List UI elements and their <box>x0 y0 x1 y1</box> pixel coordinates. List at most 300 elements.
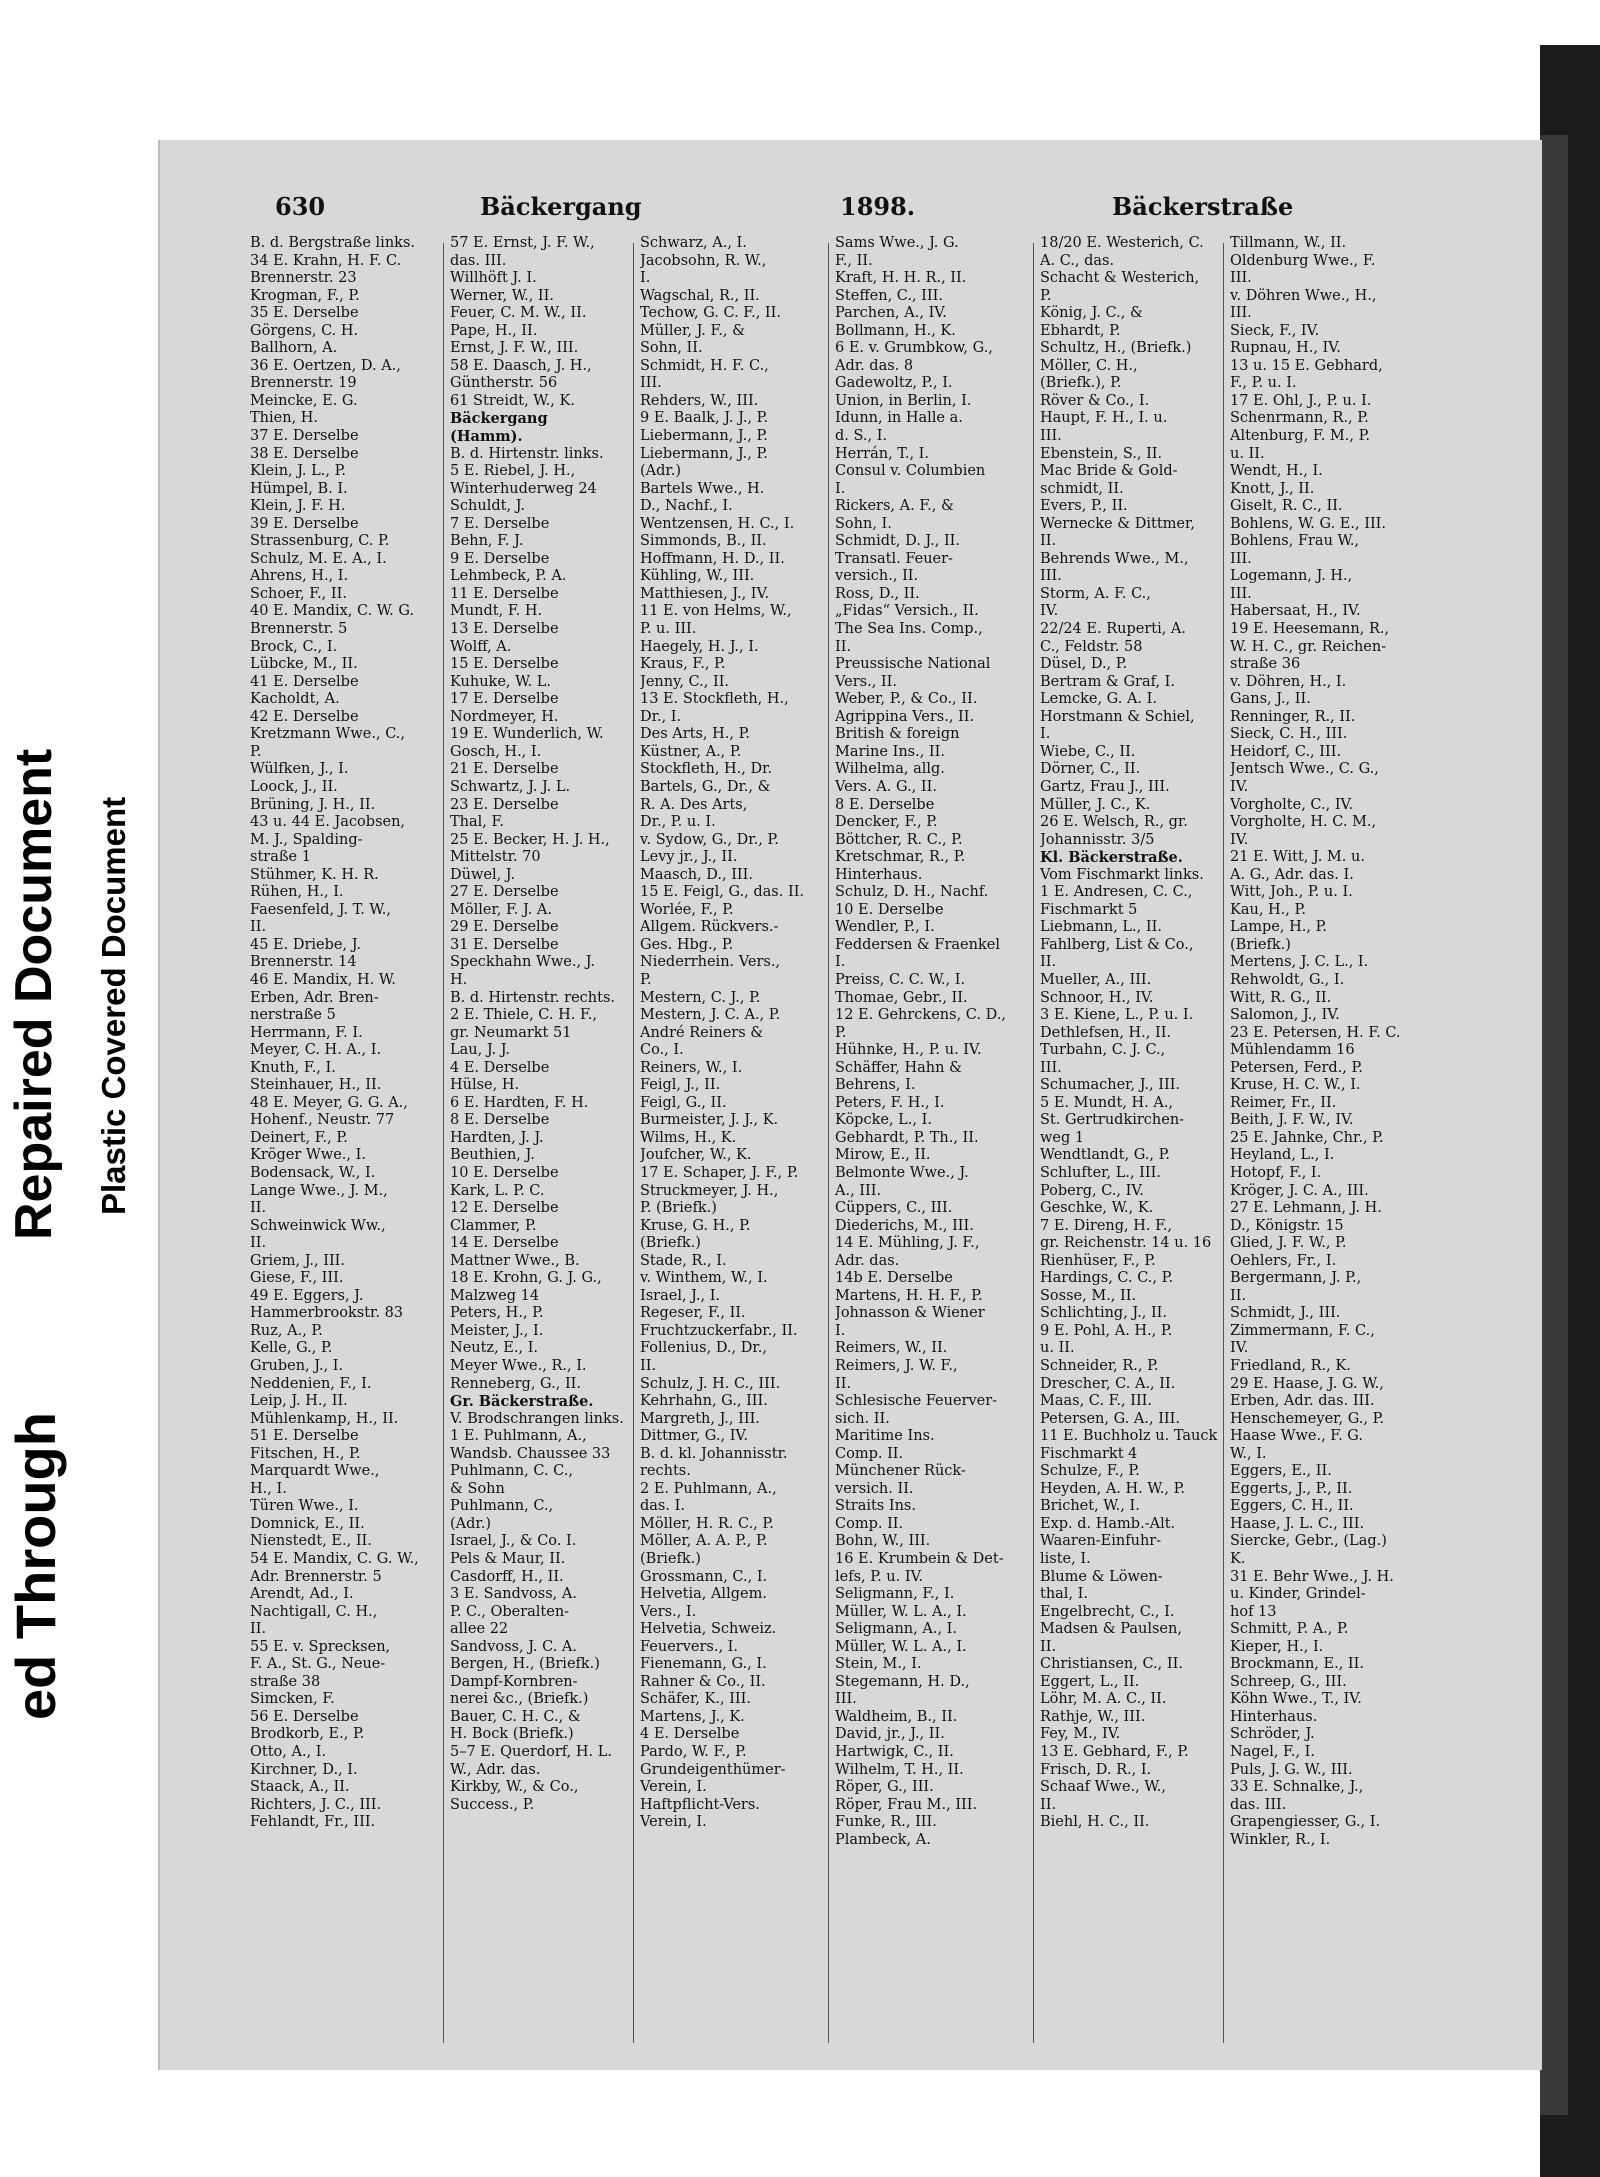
directory-entry: Schultz, H., (Briefk.) <box>1040 340 1192 357</box>
directory-entry: straße 36 <box>1230 656 1301 673</box>
directory-entry: 45 E. Driebe, J. <box>250 936 362 953</box>
directory-entry: A., III. <box>835 1182 882 1199</box>
directory-entry: Vers., I. <box>640 1603 697 1620</box>
directory-entry: 29 E. Haase, J. G. W., <box>1230 1375 1384 1392</box>
directory-entry: Allgem. Rückvers.- <box>640 919 779 936</box>
directory-entry: Agrippina Vers., II. <box>835 708 975 725</box>
directory-entry: IV. <box>1230 778 1249 795</box>
directory-entry: Thal, F. <box>450 814 504 831</box>
directory-entry: Reimers, J. W. F., <box>835 1358 958 1374</box>
directory-entry: Görgens, C. H. <box>250 322 359 339</box>
directory-entry: Bauer, C. H. C., & <box>450 1708 581 1725</box>
directory-entry: Vorgholte, C., IV. <box>1230 796 1354 813</box>
column-divider <box>443 243 444 2043</box>
directory-entry: Heidorf, C., III. <box>1230 743 1342 760</box>
directory-entry: Christiansen, C., II. <box>1040 1656 1183 1673</box>
directory-entry: P. <box>1040 287 1052 304</box>
column-divider <box>1223 243 1224 2043</box>
directory-entry: Vers., II. <box>835 673 897 690</box>
directory-entry: Wiebe, C., II. <box>1040 743 1136 760</box>
directory-entry: Schlesische Feuerver- <box>835 1393 998 1410</box>
directory-entry: Deinert, F., P. <box>250 1129 348 1146</box>
directory-entry: 8 E. Derselbe <box>450 1112 550 1129</box>
directory-entry: Sohn, I. <box>835 515 892 532</box>
column-2 <box>450 235 635 2060</box>
directory-entry: Küstner, A., P. <box>640 743 742 760</box>
directory-entry: II. <box>1040 1638 1057 1655</box>
directory-entry: Kieper, H., I. <box>1230 1638 1324 1655</box>
directory-entry: I. <box>835 1322 846 1339</box>
directory-entry: F., II. <box>835 252 873 269</box>
directory-entry: Ges. Hbg., P. <box>640 936 734 953</box>
directory-entry: Renneberg, G., II. <box>450 1375 582 1392</box>
directory-entry: Parchen, A., IV. <box>835 305 947 322</box>
directory-entry: 51 E. Derselbe <box>250 1428 359 1445</box>
directory-entry: Schulz, M. E. A., I. <box>250 550 387 567</box>
directory-entry: P. <box>835 1024 847 1041</box>
directory-entry: Werner, W., II. <box>450 287 554 304</box>
directory-entry: Lange Wwe., J. M., <box>250 1182 388 1199</box>
directory-entry: Pardo, W. F., P. <box>640 1744 747 1761</box>
directory-entry: Schmitt, P. A., P. <box>1230 1621 1349 1638</box>
directory-entry: 40 E. Mandix, C. W. G. <box>250 603 415 620</box>
directory-entry: Cüppers, C., III. <box>835 1200 953 1217</box>
directory-entry: das. I. <box>640 1498 685 1515</box>
directory-entry: Düwel, J. <box>450 866 516 883</box>
directory-entry: 11 E. Buchholz u. Tauck <box>1040 1428 1218 1445</box>
directory-entry: Exp. d. Hamb.-Alt. <box>1040 1515 1176 1532</box>
directory-entry: 3 E. Sandvoss, A. <box>450 1586 577 1603</box>
directory-entry: Belmonte Wwe., J. <box>835 1164 969 1181</box>
directory-entry: Glied, J. F. W., P. <box>1230 1235 1347 1252</box>
directory-entry: Meyer, C. H. A., I. <box>250 1042 382 1059</box>
directory-entry: (Hamm). <box>450 428 523 446</box>
directory-entry: Gruben, J., I. <box>250 1358 344 1374</box>
directory-entry: Dr., I. <box>640 708 682 725</box>
directory-entry: P. <box>250 743 262 760</box>
directory-entry: Consul v. Columbien <box>835 463 986 480</box>
directory-entry: Weber, P., & Co., II. <box>835 691 978 708</box>
directory-entry: Ross, D., II. <box>835 585 920 602</box>
directory-entry: König, J. C., & <box>1040 305 1143 322</box>
directory-entry: Techow, G. C. F., II. <box>640 305 781 322</box>
directory-entry: Leip, J. H., II. <box>250 1393 348 1410</box>
directory-entry: 4 E. Derselbe <box>450 1059 550 1076</box>
directory-entry: 27 E. Derselbe <box>450 884 559 901</box>
directory-entry: IV. <box>1230 831 1249 848</box>
directory-entry: Klein, J. L., P. <box>250 463 347 480</box>
directory-entry: 38 E. Derselbe <box>250 445 359 462</box>
directory-entry: Mirow, E., II. <box>835 1147 931 1164</box>
directory-entry: III. <box>1230 550 1252 567</box>
directory-entry: Behrens, I. <box>835 1077 916 1094</box>
directory-entry: Schmidt, D. J., II. <box>835 533 961 550</box>
directory-entry: Vers. A. G., II. <box>835 778 937 795</box>
directory-entry: 4 E. Derselbe <box>640 1726 740 1743</box>
directory-entry: 12 E. Gehrckens, C. D., <box>835 1007 1006 1024</box>
directory-entry: III. <box>1230 585 1252 602</box>
directory-entry: Eggert, L., II. <box>1040 1673 1140 1690</box>
directory-entry: Oehlers, Fr., I. <box>1230 1252 1337 1269</box>
directory-entry: III. <box>640 375 662 392</box>
directory-entry: Renninger, R., II. <box>1230 708 1356 725</box>
directory-entry: I. <box>835 954 846 971</box>
directory-entry: Sohn, II. <box>640 340 703 357</box>
directory-entry: Comp. II. <box>835 1515 904 1532</box>
directory-entry: Biehl, H. C., II. <box>1040 1814 1150 1831</box>
directory-entry: 13 E. Derselbe <box>450 621 559 638</box>
directory-entry: Jentsch Wwe., C. G., <box>1230 761 1379 778</box>
directory-entry: 31 E. Behr Wwe., J. H. <box>1230 1568 1394 1585</box>
directory-entry: Neddenien, F., I. <box>250 1375 372 1392</box>
directory-entry: Haftpflicht-Vers. <box>640 1796 760 1813</box>
directory-entry: 56 E. Derselbe <box>250 1708 359 1725</box>
directory-entry: Reimer, Fr., II. <box>1230 1094 1337 1111</box>
directory-entry: thal, I. <box>1040 1586 1089 1603</box>
directory-entry: Liebermann, J., P. <box>640 428 768 445</box>
directory-entry: Casdorff, H., II. <box>450 1568 564 1585</box>
directory-entry: Heyland, L., I. <box>1230 1147 1335 1164</box>
header-year: 1898. <box>840 192 916 221</box>
directory-entry: Kirkby, W., & Co., <box>450 1779 579 1796</box>
directory-entry: Hardten, J. J. <box>450 1129 544 1146</box>
directory-entry: I. <box>1040 726 1051 743</box>
directory-entry: Heyden, A. H. W., P. <box>1040 1480 1186 1497</box>
directory-entry: W., I. <box>1230 1445 1267 1462</box>
directory-entry: Kl. Bäckerstraße. <box>1040 849 1183 867</box>
directory-entry: Schumacher, J., III. <box>1040 1077 1181 1094</box>
directory-entry: Domnick, E., II. <box>250 1515 365 1532</box>
directory-entry: R. A. Des Arts, <box>640 796 748 813</box>
directory-entry: Behn, F. J. <box>450 533 524 550</box>
directory-entry: 11 E. Derselbe <box>450 585 559 602</box>
directory-entry: Maas, C. F., III. <box>1040 1393 1153 1410</box>
directory-entry: 17 E. Derselbe <box>450 691 559 708</box>
directory-entry: Neutz, E., I. <box>450 1340 539 1357</box>
directory-entry: 42 E. Derselbe <box>250 708 359 725</box>
directory-entry: Schwarz, A., I. <box>640 235 747 251</box>
directory-entry: Liebermann, J., P. <box>640 445 768 462</box>
directory-entry: 23 E. Derselbe <box>450 796 559 813</box>
directory-entry: 15 E. Feigl, G., das. II. <box>640 884 805 901</box>
directory-entry: 54 E. Mandix, C. G. W., <box>250 1551 419 1568</box>
directory-entry: Johnasson & Wiener <box>835 1305 985 1322</box>
directory-entry: 1 E. Andresen, C. C., <box>1040 884 1193 901</box>
directory-entry: Bäckergang <box>450 410 548 428</box>
directory-entry: Brodkorb, E., P. <box>250 1726 365 1743</box>
directory-entry: Stade, R., I. <box>640 1252 727 1269</box>
directory-entry: British & foreign <box>835 726 960 743</box>
directory-entry: Giese, F., III. <box>250 1270 344 1287</box>
directory-entry: 19 E. Heesemann, R., <box>1230 621 1390 638</box>
directory-entry: 29 E. Derselbe <box>450 919 559 936</box>
directory-entry: Kau, H., P. <box>1230 901 1306 918</box>
page-number: 630 <box>275 192 326 221</box>
directory-entry: Preussische National <box>835 656 991 673</box>
directory-entry: Fehlandt, Fr., III. <box>250 1814 376 1831</box>
directory-entry: 27 E. Lehmann, J. H. <box>1230 1200 1382 1217</box>
directory-entry: 55 E. v. Sprecksen, <box>250 1638 391 1655</box>
directory-entry: Kraft, H. H. R., II. <box>835 270 967 287</box>
directory-entry: versich. II. <box>835 1480 914 1497</box>
directory-entry: Simcken, F. <box>250 1691 335 1708</box>
directory-entry: Fruchtzuckerfabr., II. <box>640 1322 798 1339</box>
directory-entry: Kretzmann Wwe., C., <box>250 726 406 743</box>
directory-entry: Bergen, H., (Briefk.) <box>450 1656 600 1673</box>
directory-entry: Sandvoss, J. C. A. <box>450 1638 578 1655</box>
directory-entry: Behrends Wwe., M., <box>1040 550 1189 567</box>
directory-entry: Horstmann & Schiel, <box>1040 708 1195 725</box>
directory-entry: liste, I. <box>1040 1551 1091 1568</box>
directory-entry: 2 E. Puhlmann, A., <box>640 1480 777 1497</box>
directory-entry: Pels & Maur, II. <box>450 1551 566 1568</box>
directory-entry: 10 E. Derselbe <box>450 1164 559 1181</box>
directory-entry: Schnoor, H., IV. <box>1040 989 1154 1006</box>
directory-entry: Margreth, J., III. <box>640 1410 760 1427</box>
directory-entry: Hardings, C. C., P. <box>1040 1270 1174 1287</box>
header-title-left: Bäckergang <box>480 192 642 221</box>
scanner-edge-bar <box>1540 45 1600 2177</box>
directory-entry: III. <box>835 1691 857 1708</box>
directory-entry: Schulz, D. H., Nachf. <box>835 884 989 901</box>
directory-entry: Haase Wwe., F. G. <box>1230 1428 1363 1445</box>
directory-entry: Brennerstr. 14 <box>250 954 357 971</box>
directory-entry: Nordmeyer, H. <box>450 708 559 725</box>
directory-entry: Gans, J., II. <box>1230 691 1311 708</box>
directory-entry: Feuer, C. M. W., II. <box>450 305 587 322</box>
directory-entry: Schlufter, L., III. <box>1040 1164 1161 1181</box>
directory-entry: hof 13 <box>1230 1603 1277 1620</box>
directory-entry: Joufcher, W., K. <box>640 1147 752 1164</box>
directory-entry: d. S., I. <box>835 428 888 445</box>
directory-entry: Böttcher, R. C., P. <box>835 831 963 848</box>
directory-entry: Ruz, A., P. <box>250 1322 323 1339</box>
directory-entry: Otto, A., I. <box>250 1744 327 1761</box>
header-title-right: Bäckerstraße <box>1112 192 1294 221</box>
directory-entry: 9 E. Derselbe <box>450 550 550 567</box>
directory-entry: 6 E. Hardten, F. H. <box>450 1094 589 1111</box>
directory-entry: 9 E. Pohl, A. H., P. <box>1040 1322 1173 1339</box>
directory-entry: Hohenf., Neustr. 77 <box>250 1112 395 1129</box>
directory-entry: 25 E. Jahnke, Chr., P. <box>1230 1129 1384 1146</box>
directory-entry: 14 E. Derselbe <box>450 1235 559 1252</box>
directory-entry: Jacobsohn, R. W., <box>640 252 767 269</box>
directory-entry: Zimmermann, F. C., <box>1230 1322 1375 1339</box>
directory-entry: P. u. III. <box>640 621 697 638</box>
directory-entry: Simmonds, B., II. <box>640 533 767 550</box>
directory-entry: Knott, J., II. <box>1230 480 1315 497</box>
directory-entry: Puhlmann, C., <box>450 1498 554 1515</box>
directory-entry: I. <box>835 480 846 497</box>
directory-entry: Mac Bride & Gold- <box>1040 463 1178 480</box>
directory-entry: Gosch, H., I. <box>450 743 542 760</box>
directory-entry: Willhöft J. I. <box>450 270 537 287</box>
directory-entry: Gebhardt, P. Th., II. <box>835 1129 979 1146</box>
directory-entry: Brock, C., I. <box>250 638 338 655</box>
directory-entry: Maritime Ins. <box>835 1428 935 1445</box>
directory-entry: Martens, J., K. <box>640 1708 745 1725</box>
directory-entry: Schulze, F., P. <box>1040 1463 1140 1480</box>
directory-entry: André Reiners & <box>640 1024 764 1041</box>
stamp-partial: ed Through <box>4 1412 67 1720</box>
directory-entry: „Fidas“ Versich., II. <box>835 603 979 620</box>
directory-entry: Knuth, F., I. <box>250 1059 336 1076</box>
directory-entry: 6 E. v. Grumbkow, G., <box>835 340 993 357</box>
directory-entry: Steffen, C., III. <box>835 287 943 304</box>
directory-entry: nerstraße 5 <box>250 1007 336 1024</box>
directory-entry: Friedland, R., K. <box>1230 1358 1351 1374</box>
directory-entry: Eggers, C. H., II. <box>1230 1498 1354 1515</box>
directory-entry: Lemcke, G. A. I. <box>1040 691 1157 708</box>
directory-entry: Feuervers., I. <box>640 1638 739 1655</box>
directory-entry: Salomon, J., IV. <box>1230 1007 1340 1024</box>
directory-entry: Brennerstr. 5 <box>250 621 348 638</box>
directory-entry: (Adr.) <box>450 1515 492 1532</box>
directory-page <box>158 140 1542 2070</box>
stamp-plastic-covered: Plastic Covered Document <box>95 796 132 1215</box>
directory-entry: nerei &c., (Briefk.) <box>450 1691 589 1708</box>
directory-entry: Kelle, G., P. <box>250 1340 333 1357</box>
directory-entry: Straits Ins. <box>835 1498 916 1515</box>
directory-entry: 5 E. Mundt, H. A., <box>1040 1094 1174 1111</box>
directory-entry: Israel, J., & Co. I. <box>450 1533 577 1550</box>
directory-entry: Speckhahn Wwe., J. <box>450 954 595 971</box>
directory-entry: Mertens, J. C. L., I. <box>1230 954 1369 971</box>
directory-entry: Fahlberg, List & Co., <box>1040 936 1194 953</box>
directory-entry: Drescher, C. A., II. <box>1040 1375 1176 1392</box>
directory-entry: Erben, Adr. das. III. <box>1230 1393 1375 1410</box>
directory-entry: Petersen, G. A., III. <box>1040 1410 1180 1427</box>
directory-entry: I. <box>640 270 651 287</box>
directory-entry: Struckmeyer, J. H., <box>640 1182 779 1199</box>
directory-entry: Brichet, W., I. <box>1040 1498 1140 1515</box>
directory-entry: Grundeigenthümer- <box>640 1761 786 1778</box>
directory-entry: Mühlendamm 16 <box>1230 1042 1355 1059</box>
directory-entry: 7 E. Derselbe <box>450 515 550 532</box>
directory-entry: Nachtigall, C. H., <box>250 1603 378 1620</box>
directory-entry: gr. Neumarkt 51 <box>450 1024 572 1041</box>
directory-entry: Türen Wwe., I. <box>250 1498 359 1515</box>
directory-entry: Lübcke, M., II. <box>250 656 358 673</box>
directory-entry: weg 1 <box>1040 1129 1085 1146</box>
directory-entry: versich., II. <box>835 568 919 585</box>
directory-entry: allee 22 <box>450 1621 509 1638</box>
directory-entry: Fischmarkt 4 <box>1040 1445 1138 1462</box>
directory-entry: Mattner Wwe., B. <box>450 1252 580 1269</box>
directory-entry: II. <box>250 919 267 936</box>
directory-entry: Poberg, C., IV. <box>1040 1182 1144 1199</box>
directory-entry: 18/20 E. Westerich, C. <box>1040 235 1204 251</box>
directory-entry: 13 E. Gebhard, F., P. <box>1040 1744 1189 1761</box>
directory-entry: 15 E. Derselbe <box>450 656 559 673</box>
directory-entry: Gadewoltz, P., I. <box>835 375 953 392</box>
directory-entry: III. <box>1040 1059 1062 1076</box>
directory-entry: Success., P. <box>450 1796 535 1813</box>
directory-entry: II. <box>835 638 852 655</box>
directory-entry: 31 E. Derselbe <box>450 936 559 953</box>
directory-entry: Engelbrecht, C., I. <box>1040 1603 1175 1620</box>
directory-entry: Köhn Wwe., T., IV. <box>1230 1691 1362 1708</box>
directory-entry: 58 E. Daasch, J. H., <box>450 357 592 374</box>
directory-entry: 11 E. von Helms, W., <box>640 603 792 620</box>
directory-entry: II. <box>1040 533 1057 550</box>
directory-entry: Möller, A. A. P., P. <box>640 1533 768 1550</box>
directory-entry: Ernst, J. F. W., III. <box>450 340 579 357</box>
directory-entry: 21 E. Derselbe <box>450 761 559 778</box>
directory-entry: Kraus, F., P. <box>640 656 726 673</box>
directory-entry: Burmeister, J. J., K. <box>640 1112 779 1129</box>
directory-entry: (Briefk.) <box>640 1551 701 1568</box>
directory-entry: Herrmann, F. I. <box>250 1024 363 1041</box>
directory-entry: Funke, R., III. <box>835 1814 937 1831</box>
directory-entry: B. d. kl. Johannisstr. <box>640 1445 788 1462</box>
directory-entry: Hümpel, B. I. <box>250 480 348 497</box>
directory-entry: The Sea Ins. Comp., <box>835 621 983 638</box>
directory-entry: P. C., Oberalten- <box>450 1603 570 1620</box>
directory-entry: B. d. Bergstraße links. <box>250 235 415 251</box>
directory-entry: (Adr.) <box>640 463 682 480</box>
directory-entry: 19 E. Wunderlich, W. <box>450 726 604 743</box>
directory-entry: Maasch, D., III. <box>640 866 753 883</box>
directory-entry: Mühlenkamp, H., II. <box>250 1410 399 1427</box>
directory-entry: K. <box>1230 1551 1246 1568</box>
directory-entry: Wentzensen, H. C., I. <box>640 515 795 532</box>
directory-entry: das. III. <box>450 252 507 269</box>
directory-entry: Schacht & Westerich, <box>1040 270 1200 287</box>
directory-entry: Fey, M., IV. <box>1040 1726 1121 1743</box>
directory-entry: David, jr., J., II. <box>835 1726 945 1743</box>
directory-entry: Marquardt Wwe., <box>250 1463 380 1480</box>
directory-entry: H., I. <box>250 1480 287 1497</box>
directory-entry: Frisch, D. R., I. <box>1040 1761 1152 1778</box>
directory-entry: 37 E. Derselbe <box>250 428 359 445</box>
directory-entry: Storm, A. F. C., <box>1040 585 1151 602</box>
directory-entry: 23 E. Petersen, H. F. C. <box>1230 1024 1401 1041</box>
directory-entry: Lehmbeck, P. A. <box>450 568 567 585</box>
directory-entry: Möller, F. J. A. <box>450 901 552 918</box>
directory-entry: Kühling, W., III. <box>640 568 755 585</box>
directory-entry: 21 E. Witt, J. M. u. <box>1230 849 1365 866</box>
directory-entry: 43 u. 44 E. Jacobsen, <box>250 814 406 831</box>
directory-entry: Hartwigk, C., II. <box>835 1744 954 1761</box>
directory-entry: Staack, A., II. <box>250 1779 350 1796</box>
directory-entry: Tillmann, W., II. <box>1230 235 1347 251</box>
directory-entry: Helvetia, Allgem. <box>640 1586 767 1603</box>
directory-entry: Witt, R. G., II. <box>1230 989 1332 1006</box>
directory-entry: Thomae, Gebr., II. <box>835 989 968 1006</box>
directory-entry: Lampe, H., P. <box>1230 919 1328 936</box>
directory-entry: Hoffmann, H. D., II. <box>640 550 785 567</box>
directory-entry: Wendler, P., I. <box>835 919 935 936</box>
directory-entry: & Sohn <box>450 1480 505 1497</box>
directory-entry: Co., I. <box>640 1042 684 1059</box>
directory-entry: Wülfken, J., I. <box>250 761 349 778</box>
directory-entry: IV. <box>1230 1340 1249 1357</box>
directory-entry: Wendt, H., I. <box>1230 463 1323 480</box>
directory-entry: Möller, H. R. C., P. <box>640 1515 774 1532</box>
directory-entry: W., Adr. das. <box>450 1761 541 1778</box>
directory-entry: Pape, H., II. <box>450 322 538 339</box>
directory-entry: II. <box>640 1358 657 1374</box>
directory-entry: Krogman, F., P. <box>250 287 360 304</box>
directory-entry: Comp. II. <box>835 1445 904 1462</box>
directory-entry: 17 E. Schaper, J. F., P. <box>640 1164 799 1181</box>
directory-entry: Schuldt, J. <box>450 498 525 515</box>
directory-entry: Stockfleth, H., Dr. <box>640 761 773 778</box>
directory-entry: Regeser, F., II. <box>640 1305 746 1322</box>
directory-entry: Eggerts, J., P., II. <box>1230 1480 1353 1497</box>
directory-entry: III. <box>1230 305 1252 322</box>
